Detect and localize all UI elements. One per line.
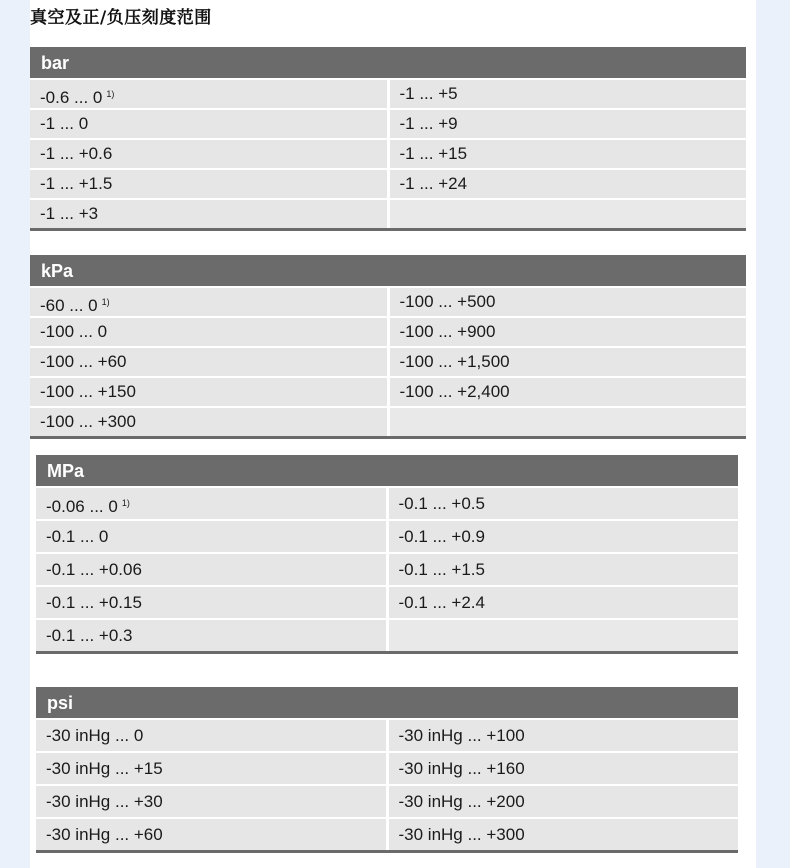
range-cell bbox=[30, 200, 387, 228]
range-cell bbox=[389, 554, 739, 585]
table-rows-bar bbox=[30, 78, 746, 228]
range-value: -30 inHg ... +60 bbox=[46, 825, 163, 844]
table-row bbox=[36, 488, 738, 519]
range-cell bbox=[30, 80, 387, 108]
range-value: -0.1 ... +1.5 bbox=[398, 560, 485, 579]
range-value: -30 inHg ... +15 bbox=[46, 759, 163, 778]
range-cell bbox=[389, 753, 739, 784]
table-row bbox=[30, 110, 746, 138]
range-value: -100 ... +1,500 bbox=[399, 352, 510, 371]
range-value: -1 ... +15 bbox=[399, 144, 468, 163]
range-value: -1 ... +3 bbox=[40, 204, 99, 223]
range-cell bbox=[30, 110, 387, 138]
table-row bbox=[36, 720, 738, 751]
range-value: -1 ... +1.5 bbox=[40, 174, 113, 193]
range-cell bbox=[389, 720, 739, 751]
range-value: -1 ... 0 bbox=[40, 114, 89, 133]
range-value: -1 ... +0.6 bbox=[40, 144, 113, 163]
range-cell bbox=[30, 318, 387, 346]
range-cell bbox=[389, 819, 739, 850]
table-header-mpa: MPa bbox=[36, 455, 738, 486]
table-row bbox=[36, 521, 738, 552]
range-value: -1 ... +9 bbox=[399, 114, 458, 133]
range-cell bbox=[30, 408, 387, 436]
range-value: -0.1 ... 0 bbox=[46, 527, 109, 546]
range-cell bbox=[389, 786, 739, 817]
range-value: -100 ... +2,400 bbox=[399, 382, 510, 401]
range-cell bbox=[390, 110, 747, 138]
range-cell bbox=[390, 200, 747, 228]
range-value: -30 inHg ... +200 bbox=[398, 792, 525, 811]
table-row bbox=[30, 288, 746, 316]
range-cell bbox=[389, 587, 739, 618]
range-cell bbox=[389, 521, 739, 552]
table-row bbox=[36, 786, 738, 817]
table-row bbox=[30, 170, 746, 198]
range-table-psi bbox=[36, 687, 738, 853]
range-cell bbox=[36, 720, 386, 751]
range-cell bbox=[390, 348, 747, 376]
range-cell bbox=[36, 521, 386, 552]
range-cell bbox=[36, 620, 386, 651]
table-row bbox=[30, 80, 746, 108]
table-row bbox=[30, 140, 746, 168]
range-value: -30 inHg ... +300 bbox=[398, 825, 525, 844]
range-value: -100 ... +500 bbox=[399, 292, 496, 311]
range-cell bbox=[36, 587, 386, 618]
range-value: -0.1 ... +0.9 bbox=[398, 527, 485, 546]
table-row bbox=[30, 408, 746, 436]
table-row bbox=[36, 554, 738, 585]
table-row bbox=[36, 819, 738, 850]
range-cell bbox=[389, 488, 739, 519]
range-value: -1 ... +5 bbox=[399, 84, 458, 103]
table-row bbox=[30, 348, 746, 376]
range-value: -100 ... +150 bbox=[40, 382, 136, 401]
table-row bbox=[36, 587, 738, 618]
table-row bbox=[30, 200, 746, 228]
range-cell bbox=[390, 378, 747, 406]
range-cell bbox=[30, 348, 387, 376]
footnote-marker: 1) bbox=[106, 89, 115, 99]
table-header-kpa: kPa bbox=[30, 255, 746, 286]
table-row bbox=[36, 620, 738, 651]
range-cell bbox=[390, 170, 747, 198]
range-cell bbox=[30, 170, 387, 198]
range-value: -0.6 ... 0 bbox=[40, 88, 103, 107]
range-cell bbox=[36, 554, 386, 585]
range-cell bbox=[390, 140, 747, 168]
footnote-marker: 1) bbox=[101, 297, 110, 307]
range-cell bbox=[390, 408, 747, 436]
table-rows-kpa bbox=[30, 286, 746, 436]
range-value: -0.1 ... +0.15 bbox=[46, 593, 142, 612]
range-cell bbox=[30, 378, 387, 406]
range-cell bbox=[390, 288, 747, 316]
range-cell bbox=[30, 288, 387, 316]
range-value: -30 inHg ... +160 bbox=[398, 759, 525, 778]
range-cell bbox=[36, 786, 386, 817]
range-cell bbox=[36, 753, 386, 784]
table-row bbox=[30, 318, 746, 346]
table-rows-psi bbox=[36, 718, 738, 850]
range-cell bbox=[36, 488, 386, 519]
table-row bbox=[36, 753, 738, 784]
range-table-kpa bbox=[30, 255, 746, 439]
range-table-mpa bbox=[36, 455, 738, 654]
footnote-marker: 1) bbox=[121, 498, 130, 508]
table-header-bar: bar bbox=[30, 47, 746, 78]
range-value: -0.06 ... 0 bbox=[46, 497, 118, 516]
range-table-bar bbox=[30, 47, 746, 231]
table-row bbox=[30, 378, 746, 406]
range-value: -60 ... 0 bbox=[40, 296, 98, 315]
table-header-psi: psi bbox=[36, 687, 738, 718]
table-rows-mpa bbox=[36, 486, 738, 651]
range-cell bbox=[389, 620, 739, 651]
range-value: -0.1 ... +0.5 bbox=[398, 494, 485, 513]
range-cell bbox=[390, 80, 747, 108]
range-cell bbox=[36, 819, 386, 850]
range-value: -0.1 ... +0.06 bbox=[46, 560, 142, 579]
range-cell bbox=[390, 318, 747, 346]
range-value: -30 inHg ... 0 bbox=[46, 726, 144, 745]
page-title: 真空及正/负压刻度范围 bbox=[30, 8, 212, 28]
range-value: -30 inHg ... +100 bbox=[398, 726, 525, 745]
range-value: -1 ... +24 bbox=[399, 174, 468, 193]
range-value: -0.1 ... +2.4 bbox=[398, 593, 485, 612]
range-value: -0.1 ... +0.3 bbox=[46, 626, 133, 645]
range-cell bbox=[30, 140, 387, 168]
range-value: -30 inHg ... +30 bbox=[46, 792, 163, 811]
range-value: -100 ... +60 bbox=[40, 352, 127, 371]
range-value: -100 ... +300 bbox=[40, 412, 136, 431]
range-value: -100 ... 0 bbox=[40, 322, 108, 341]
range-value: -100 ... +900 bbox=[399, 322, 496, 341]
